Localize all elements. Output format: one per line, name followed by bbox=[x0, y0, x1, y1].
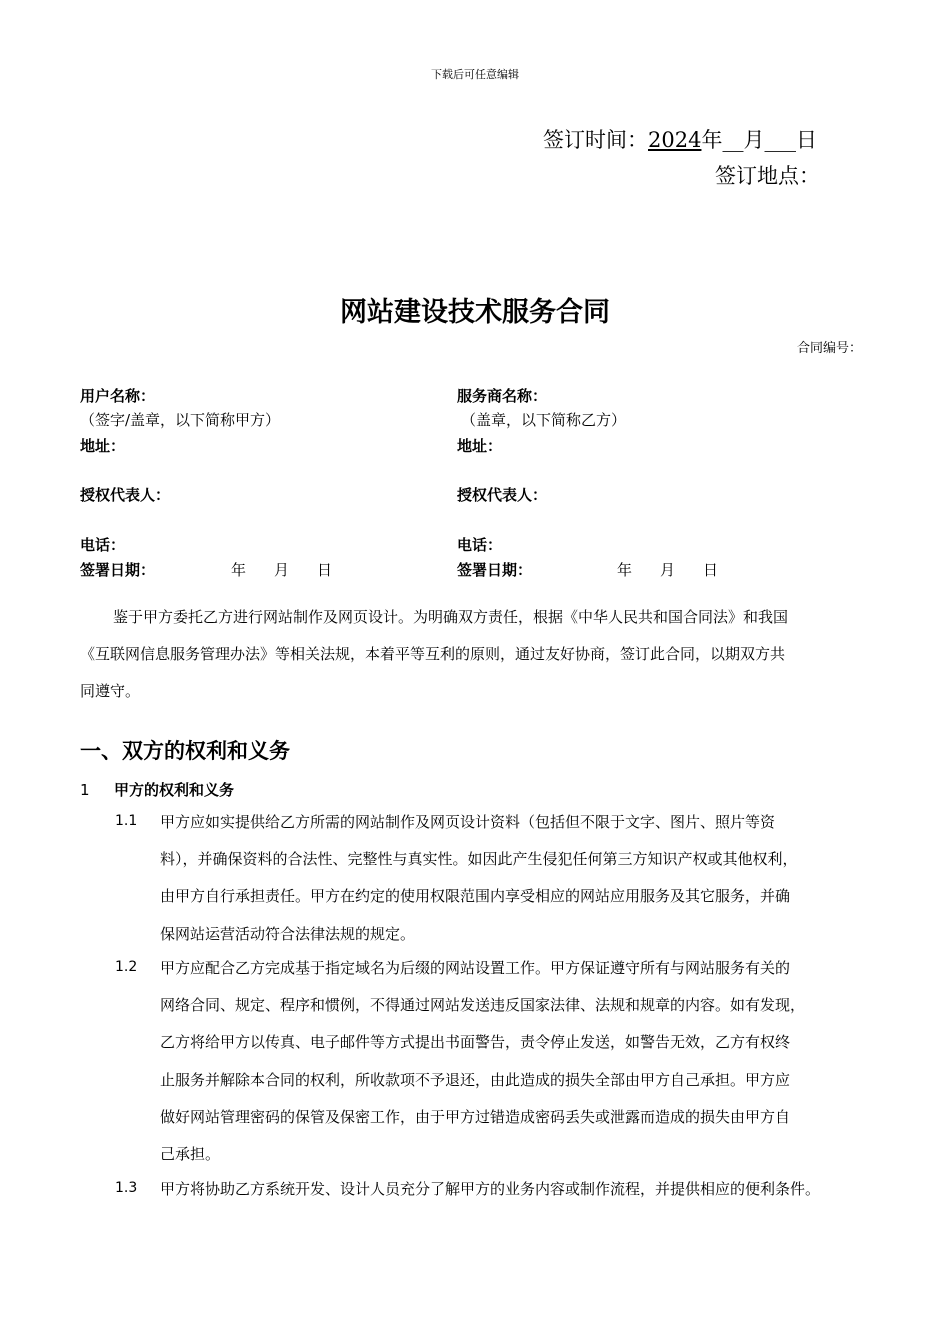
signing-month-unit: 月 bbox=[743, 128, 765, 152]
clause-line: 甲方将协助乙方系统开发、设计人员充分了解甲方的业务内容或制作流程，并提供相应的便利条件。 bbox=[160, 1180, 821, 1198]
party-b-date-year: 年 bbox=[617, 561, 633, 579]
signing-day-unit: 日 bbox=[795, 128, 817, 152]
signing-time-label: 签订时间： bbox=[543, 128, 648, 152]
signing-day-blank: ___ bbox=[764, 128, 796, 152]
party-a-date-month: 月 bbox=[274, 561, 290, 579]
signing-place-label: 签订地点： bbox=[715, 164, 820, 188]
party-b-note: （盖章，以下简称乙方） bbox=[461, 411, 627, 429]
party-b-date-day: 日 bbox=[703, 561, 719, 579]
party-a-note: （签字/盖章，以下简称甲方） bbox=[80, 411, 281, 429]
clause-line: 乙方将给甲方以传真、电子邮件等方式提出书面警告，责令停止发送，如警告无效，乙方有权终 bbox=[160, 1033, 791, 1051]
party-b-phone-label: 电话： bbox=[457, 536, 503, 554]
party-a-date-label: 签署日期： bbox=[80, 561, 156, 579]
preamble-line: 同遵守。 bbox=[80, 682, 141, 700]
subsection-heading bbox=[80, 779, 234, 800]
subsection-title: 甲方的权利和义务 bbox=[114, 781, 235, 799]
party-a-date-parts bbox=[231, 559, 360, 580]
header-note: 下载后可任意编辑 bbox=[431, 68, 519, 81]
clause-line: 甲方应配合乙方完成基于指定域名为后缀的网站设置工作。甲方保证遵守所有与网站服务有关的 bbox=[160, 959, 791, 977]
clause-number: 1.2 bbox=[115, 959, 138, 975]
clause-line: 由甲方自行承担责任。甲方在约定的使用权限范围内享受相应的网站应用服务及其它服务，并确 bbox=[160, 887, 791, 905]
clause-number: 1.3 bbox=[115, 1180, 138, 1196]
clause-line: 网络合同、规定、程序和惯例，不得通过网站发送违反国家法律、法规和规章的内容。如有发现， bbox=[160, 996, 806, 1014]
party-b-date-parts bbox=[617, 559, 746, 580]
clause-line: 保网站运营活动符合法律法规的规定。 bbox=[160, 925, 416, 943]
clause-line: 止服务并解除本合同的权利，所收款项不予退还，由此造成的损失全部由甲方自己承担。甲方应 bbox=[160, 1071, 791, 1089]
party-a-rep-label: 授权代表人： bbox=[80, 486, 171, 504]
party-b-date-label: 签署日期： bbox=[457, 561, 533, 579]
document-title: 网站建设技术服务合同 bbox=[340, 297, 610, 328]
party-a-address-label: 地址： bbox=[80, 437, 126, 455]
clause-line: 己承担。 bbox=[160, 1145, 221, 1163]
clause-line: 做好网站管理密码的保管及保密工作，由于甲方过错造成密码丢失或泄露而造成的损失由甲方自 bbox=[160, 1108, 791, 1126]
party-b-date-month: 月 bbox=[660, 561, 676, 579]
signing-month-blank: __ bbox=[722, 128, 744, 152]
section-heading: 一、双方的权利和义务 bbox=[80, 739, 290, 763]
signing-year-unit: 年 bbox=[701, 128, 723, 152]
contract-number-label: 合同编号： bbox=[796, 341, 862, 356]
clause-line: 甲方应如实提供给乙方所需的网站制作及网页设计资料（包括但不限于文字、图片、照片等资 bbox=[160, 813, 776, 831]
clause-number: 1.1 bbox=[115, 813, 138, 829]
party-b-rep-label: 授权代表人： bbox=[457, 486, 548, 504]
party-a-phone-label: 电话： bbox=[80, 536, 126, 554]
signing-time bbox=[543, 124, 817, 154]
party-a-date-year: 年 bbox=[231, 561, 247, 579]
party-a-date-day: 日 bbox=[317, 561, 333, 579]
signing-year: 2024 bbox=[648, 128, 702, 152]
party-b-address-label: 地址： bbox=[457, 437, 503, 455]
preamble-line: 《互联网信息服务管理办法》等相关法规，本着平等互利的原则，通过友好协商，签订此合同，以期双方共 bbox=[80, 645, 786, 663]
party-a-name-label: 用户名称： bbox=[80, 387, 156, 405]
preamble-line: 鉴于甲方委托乙方进行网站制作及网页设计。为明确双方责任，根据《中华人民共和国合同法》和我国 bbox=[113, 608, 789, 626]
clause-line: 料），并确保资料的合法性、完整性与真实性。如因此产生侵犯任何第三方知识产权或其他权利， bbox=[160, 850, 798, 868]
party-b-name-label: 服务商名称： bbox=[457, 387, 548, 405]
subsection-number: 1 bbox=[80, 781, 90, 799]
